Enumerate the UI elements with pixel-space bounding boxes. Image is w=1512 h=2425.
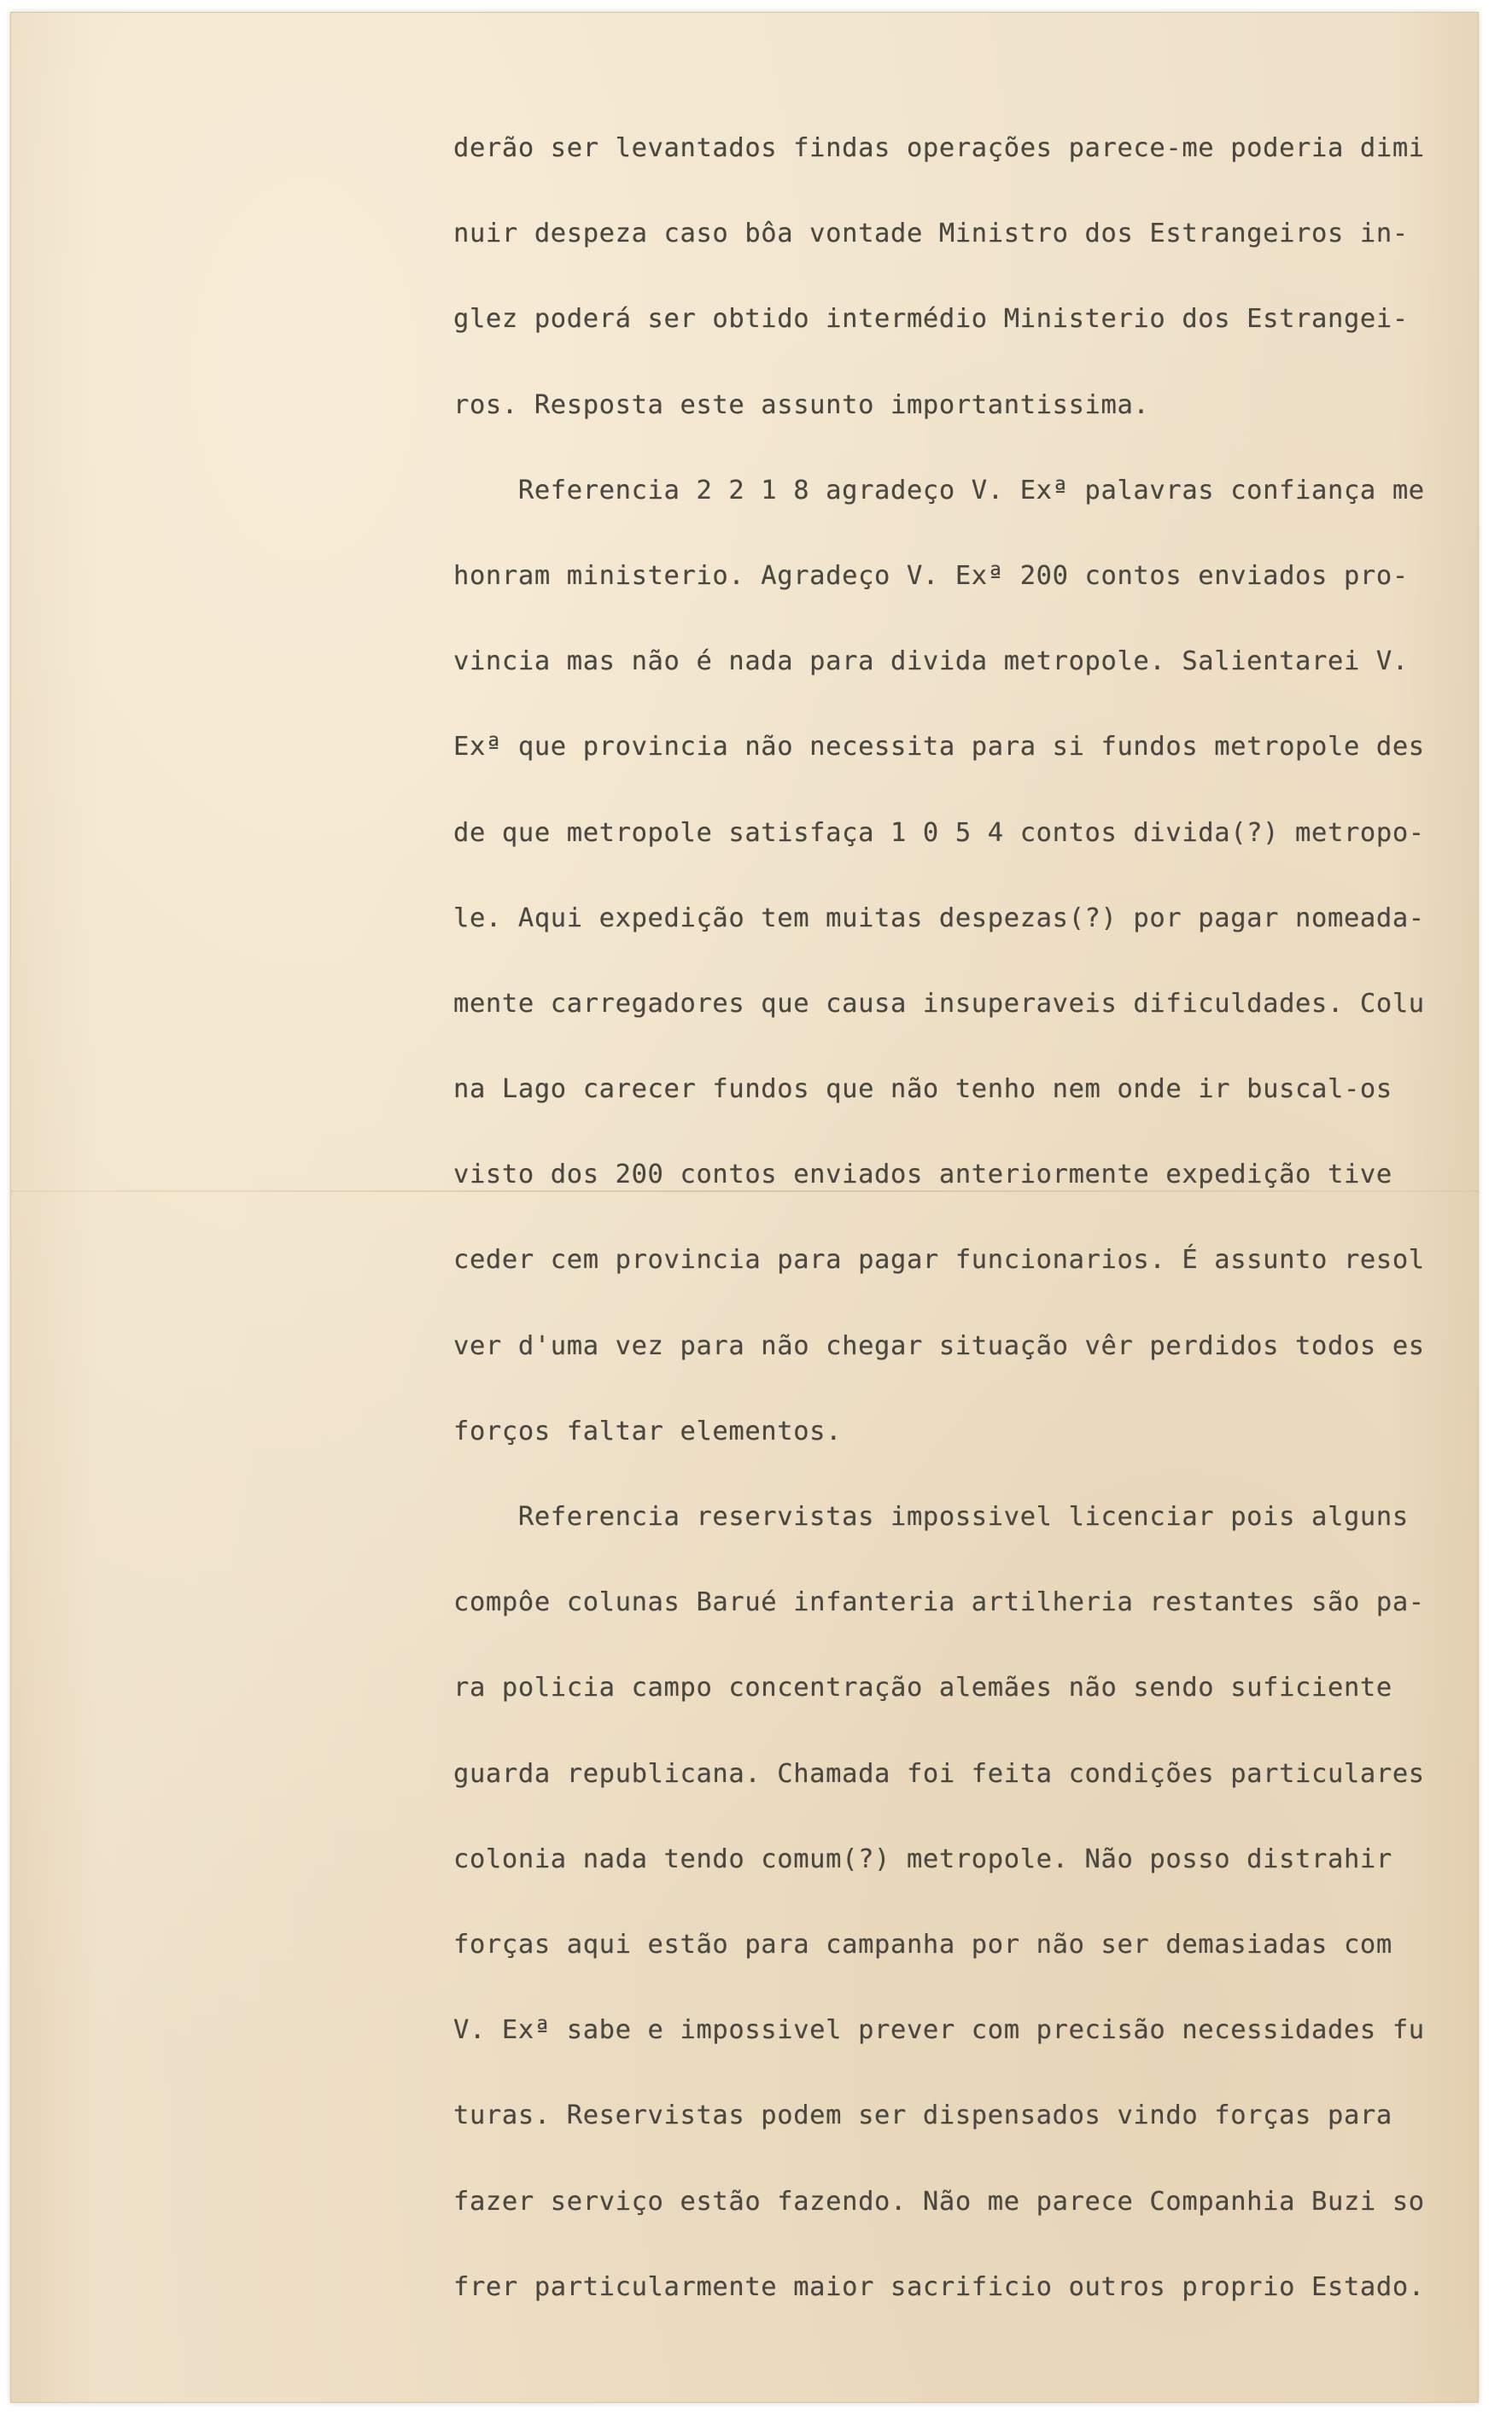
text-line: ra policia campo concentração alemães não sendo suficiente [453, 1673, 1392, 1703]
text-line: turas. Reservistas podem ser dispensados vindo forças para [453, 2101, 1392, 2131]
text-line: compôe colunas Barué infanteria artilheria restantes são pa- [453, 1587, 1425, 1618]
text-line: le. Aqui expedição tem muitas despezas(?) por pagar nomeada- [453, 903, 1425, 933]
text-line: Exª que provincia não necessita para si fundos metropole des [453, 732, 1425, 763]
text-line: guarda republicana. Chamada foi feita condições particulares [453, 1758, 1425, 1789]
text-line: forças aqui estão para campanha por não ser demasiadas com [453, 1929, 1392, 1960]
text-line: forços faltar elementos. [453, 1416, 843, 1446]
text-line: ros. Resposta este assunto importantissima. [453, 389, 1150, 420]
typed-text-body [453, 106, 1478, 2330]
text-line: vincia mas não é nada para divida metropole. Salientarei V. [453, 646, 1409, 677]
text-line: derão ser levantados findas operações parece-me poderia dimi [453, 133, 1425, 163]
text-line: de que metropole satisfaça 1 0 5 4 contos divida(?) metropo- [453, 817, 1425, 848]
text-line: glez poderá ser obtido intermédio Ministerio dos Estrangei- [453, 304, 1409, 335]
text-line: colonia nada tendo comum(?) metropole. Não posso distrahir [453, 1844, 1392, 1874]
document-page [10, 12, 1479, 2403]
text-line: fazer serviço estão fazendo. Não me parece Companhia Buzi so [453, 2186, 1425, 2217]
text-line: ceder cem provincia para pagar funcionarios. É assunto resol [453, 1245, 1425, 1276]
text-line: nuir despeza caso bôa vontade Ministro dos Estrangeiros in- [453, 219, 1409, 249]
text-line: visto dos 200 contos enviados anteriormente expedição tive [453, 1160, 1392, 1190]
text-line: frer particularmente maior sacrificio outros proprio Estado. [453, 2271, 1425, 2302]
text-line: ver d'uma vez para não chegar situação vêr perdidos todos es [453, 1330, 1425, 1361]
text-line: Referencia reservistas impossivel licenciar pois alguns [453, 1502, 1409, 1532]
text-line: V. Exª sabe e impossivel prever com precisão necessidades fu [453, 2015, 1425, 2046]
text-line: mente carregadores que causa insuperaveis dificuldades. Colu [453, 988, 1425, 1019]
text-line: honram ministerio. Agradeço V. Exª 200 contos enviados pro- [453, 560, 1409, 591]
text-line: na Lago carecer fundos que não tenho nem onde ir buscal-os [453, 1074, 1392, 1105]
text-line: Referencia 2 2 1 8 agradeço V. Exª palavras confiança me [453, 475, 1425, 505]
